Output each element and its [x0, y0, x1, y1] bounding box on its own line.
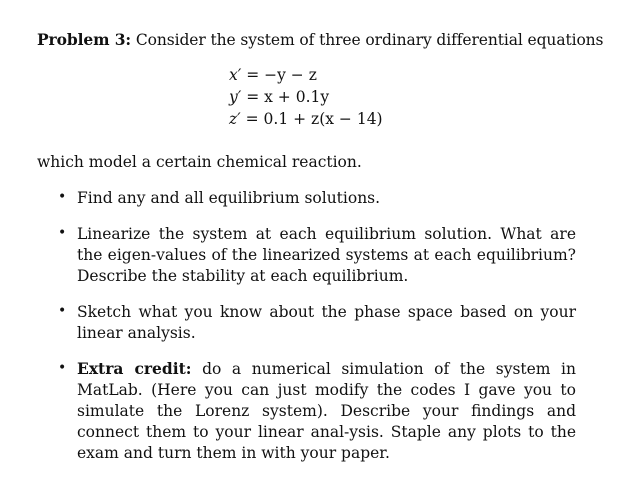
equation-rhs: = −y − z — [246, 66, 317, 84]
equation-rhs: = x + 0.1y — [246, 88, 330, 106]
equation-y — [229, 86, 383, 108]
task-text: do a numerical simulation of the system in MatLab. (Here you can just modify the codes I gave you to simulate the Lorenz system). Describe your findings and connect them to your linear anal-ysis. Staple any plots to the exam and turn them in with your paper. — [77, 360, 576, 462]
equation-lhs: x′ — [229, 66, 242, 84]
task-item-equilibria — [56, 187, 576, 209]
bullet-icon: • — [58, 225, 67, 241]
task-lead: Extra credit: — [77, 359, 192, 378]
equation-lhs: y′ — [229, 88, 242, 106]
bullet-icon: • — [58, 189, 67, 205]
problem-heading — [37, 30, 603, 49]
problem-intro: Consider the system of three ordinary differential equations — [135, 31, 604, 49]
bullet-icon: • — [58, 360, 67, 376]
equation-x — [229, 64, 383, 86]
equation-z — [229, 108, 383, 130]
problem-label: Problem 3: — [37, 30, 132, 49]
equation-system — [229, 64, 383, 130]
task-item-linearize — [56, 223, 576, 287]
task-text: Linearize the system at each equilibrium solution. What are the eigen-values of the linearized systems at each equilibrium? Describe the stability at each equilibrium. — [77, 225, 576, 285]
equation-rhs: = 0.1 + z(x − 14) — [245, 110, 383, 128]
task-text: Find any and all equilibrium solutions. — [77, 189, 381, 207]
equation-lhs: z′ — [229, 110, 241, 128]
task-item-extra-credit — [56, 358, 576, 464]
bullet-icon: • — [58, 303, 67, 319]
task-list — [56, 187, 576, 478]
task-text: Sketch what you know about the phase space based on your linear analysis. — [77, 303, 576, 342]
context-sentence: which model a certain chemical reaction. — [37, 153, 362, 171]
task-item-sketch — [56, 301, 576, 344]
